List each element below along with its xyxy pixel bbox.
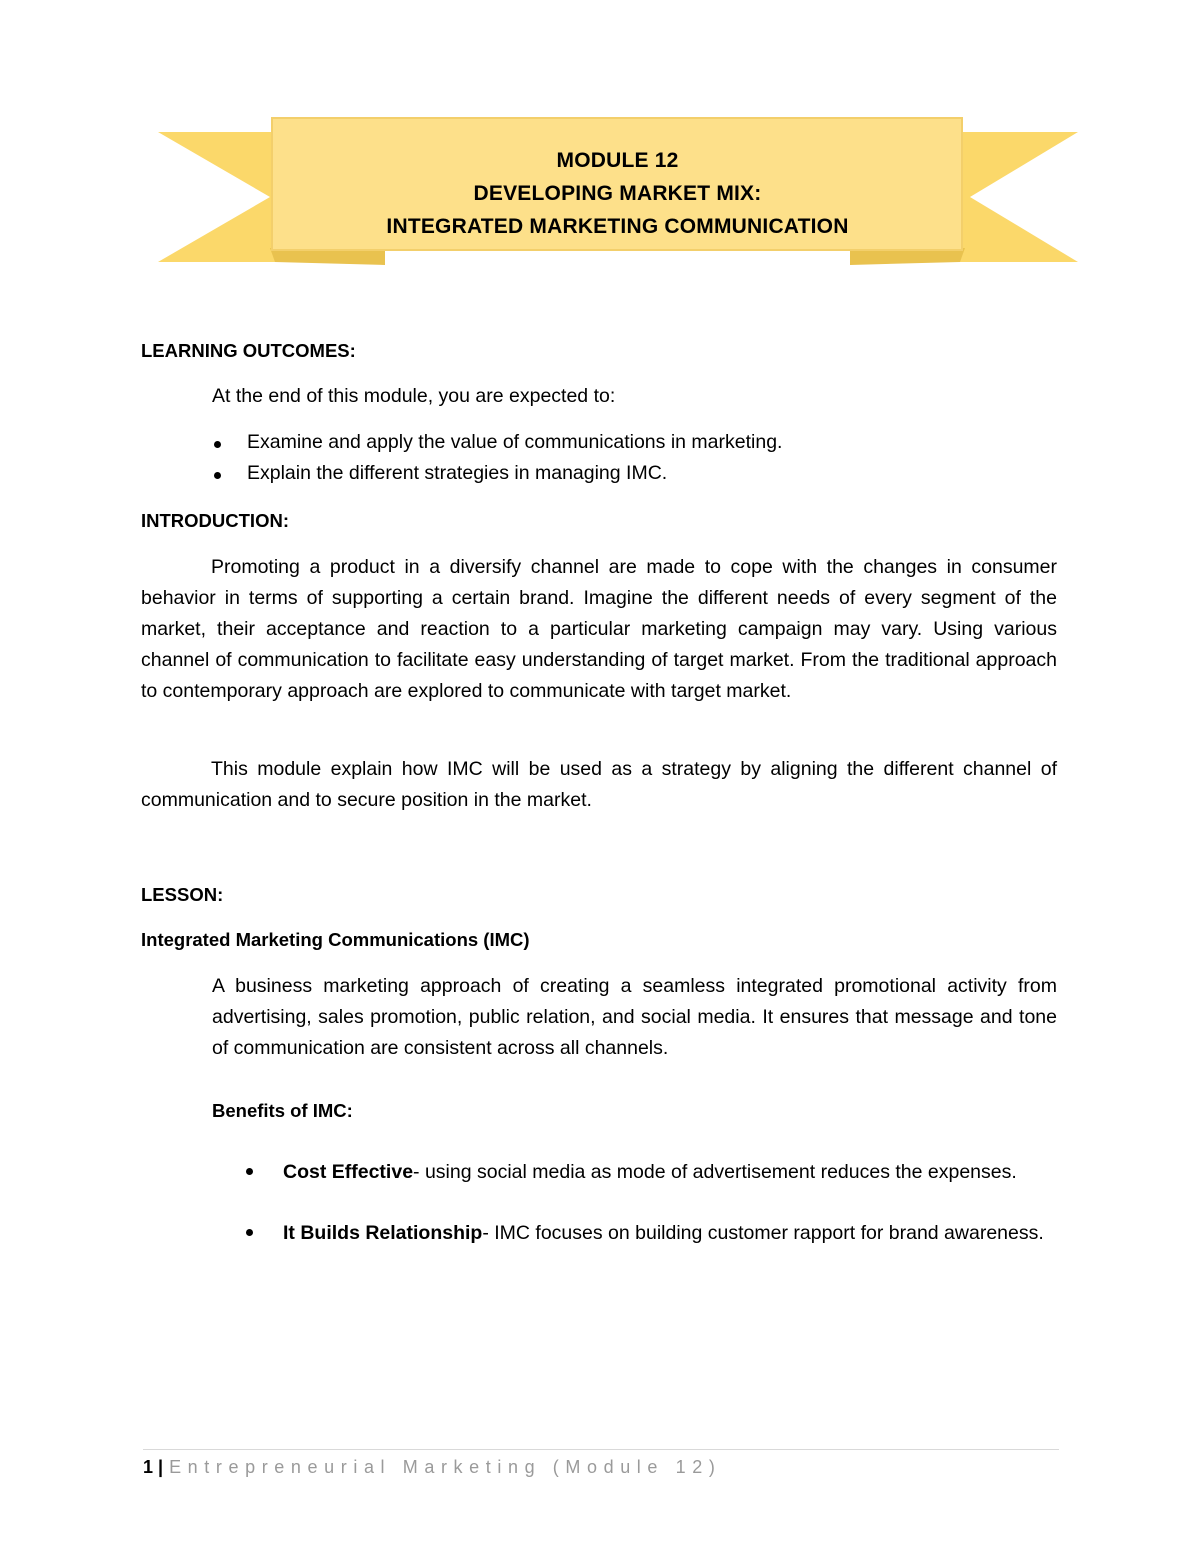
bullet-icon <box>214 441 221 448</box>
benefit-term: Cost Effective <box>283 1161 414 1183</box>
footer-divider <box>143 1449 1059 1450</box>
banner-line-title: INTEGRATED MARKETING COMMUNICATION <box>386 215 849 238</box>
lesson-heading: LESSON: <box>141 884 224 905</box>
outcome-item: Explain the different strategies in managing IMC. <box>247 462 668 484</box>
footer-separator: | <box>158 1457 164 1477</box>
footer-course-title: Entrepreneurial Marketing (Module 12) <box>169 1457 722 1477</box>
benefit-text: - IMC focuses on building customer rapport for brand awareness. <box>482 1222 1044 1244</box>
page-footer <box>143 1457 721 1478</box>
learning-outcomes-heading: LEARNING OUTCOMES: <box>141 340 356 361</box>
introduction-heading: INTRODUCTION: <box>141 510 289 531</box>
module-title-banner <box>150 110 1085 275</box>
introduction-paragraph-2: This module explain how IMC will be used as a strategy by aligning the different channel of communication and to secure position in the market. <box>141 758 1057 811</box>
bullet-icon <box>246 1168 253 1175</box>
benefit-item <box>283 1157 1057 1188</box>
outcome-item: Examine and apply the value of communications in marketing. <box>247 431 783 453</box>
introduction-paragraph: Promoting a product in a diversify channel are made to cope with the changes in consumer behavior in terms of supporting a certain brand. Imagine the different needs of every segment of the market, their acceptance and reaction to a particular marketing campaign may vary. Using various channel of communication to facilitate easy understanding of target market. From the traditional approach to contemporary approach are explored to communicate with target market. <box>141 556 1057 702</box>
banner-line-module: MODULE 12 <box>556 149 679 172</box>
lesson-subheading: Integrated Marketing Communications (IMC) <box>141 929 530 950</box>
bullet-icon <box>214 472 221 479</box>
imc-definition: A business marketing approach of creating a seamless integrated promotional activity from advertising, sales promotion, public relation, and social media. It ensures that message and tone of communication are consistent across all channels. <box>212 975 1057 1059</box>
bullet-icon <box>246 1229 253 1236</box>
benefit-item <box>283 1218 1057 1249</box>
page-number: 1 <box>143 1457 154 1477</box>
benefits-heading: Benefits of IMC: <box>212 1100 353 1121</box>
learning-outcomes-intro: At the end of this module, you are expected to: <box>212 385 616 407</box>
banner-line-subtitle: DEVELOPING MARKET MIX: <box>473 182 762 205</box>
benefit-term: It Builds Relationship <box>283 1222 483 1244</box>
benefit-text: - using social media as mode of advertisement reduces the expenses. <box>413 1161 1017 1183</box>
